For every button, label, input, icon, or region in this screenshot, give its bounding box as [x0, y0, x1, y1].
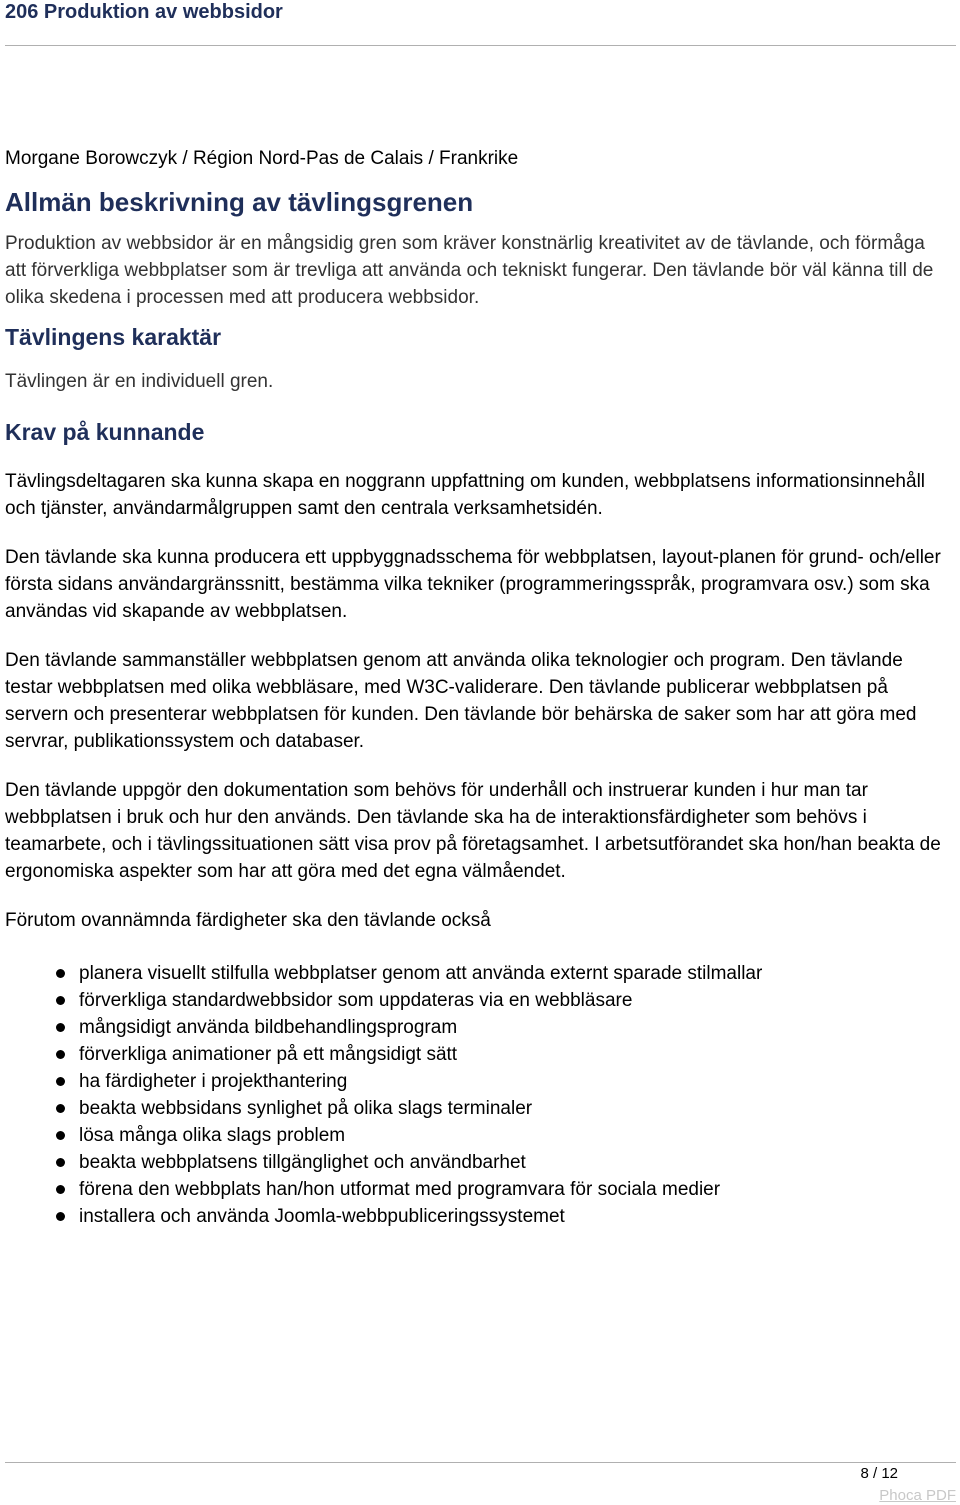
skills-paragraph: Den tävlande ska kunna producera ett uppbyggnadsschema för webbplatsen, layout-planen för grund- och/eller första sidans användargränssnitt, bestämma vilka tekniker (programmeringsspråk, programvara osv.) som ska användas vid skapande av webbplatsen.: [5, 547, 941, 622]
list-item-text: installera och använda Joomla-webbpubliceringssystemet: [79, 1206, 565, 1227]
bullet-icon: [56, 1050, 65, 1059]
document-header-title: 206 Produktion av webbsidor: [5, 1, 283, 23]
bullet-icon: [56, 1158, 65, 1167]
header-divider: [5, 45, 956, 46]
page-number: 8 / 12: [860, 1465, 898, 1482]
bullet-icon: [56, 1185, 65, 1194]
skills-paragraph: Den tävlande sammanställer webbplatsen genom att använda olika teknologier och program. Den tävlande testar webbplatsen med olika webbläsare, med W3C-validerare. Den tävlande publicerar webbplatsen på servern och presenterar webbplatsen för kunden. Den tävlande bör behärska de saker som har att göra med servrar, publikationssystem och databaser.: [5, 650, 917, 752]
skills-list-intro: Förutom ovannämnda färdigheter ska den tävlande också: [5, 910, 491, 931]
list-item-text: planera visuellt stilfulla webbplatser genom att använda externt sparade stilmallar: [79, 963, 763, 984]
list-item-text: beakta webbplatsens tillgänglighet och användbarhet: [79, 1152, 526, 1173]
list-item-text: mångsidigt använda bildbehandlingsprogram: [79, 1017, 458, 1038]
bullet-icon: [56, 1023, 65, 1032]
bullet-icon: [56, 1104, 65, 1113]
article-content: [5, 145, 950, 1230]
competition-character-text: Tävlingen är en individuell gren.: [5, 371, 274, 392]
list-item: [5, 1095, 950, 1122]
list-item-text: förverkliga animationer på ett mångsidigt sätt: [79, 1044, 458, 1065]
list-item: [5, 1149, 950, 1176]
list-item-text: lösa många olika slags problem: [79, 1125, 346, 1146]
list-item: [5, 987, 950, 1014]
list-item: [5, 1068, 950, 1095]
list-item: [5, 1176, 950, 1203]
list-item: [5, 960, 950, 987]
list-item-text: förverkliga standardwebbsidor som uppdateras via en webbläsare: [79, 990, 633, 1011]
skills-bullet-list: [5, 960, 950, 1230]
bullet-icon: [56, 996, 65, 1005]
bullet-icon: [56, 1077, 65, 1086]
phoca-pdf-link[interactable]: Phoca PDF: [879, 1487, 956, 1504]
footer-divider: [5, 1462, 956, 1463]
bullet-icon: [56, 1131, 65, 1140]
list-item: [5, 1203, 950, 1230]
list-item-text: förena den webbplats han/hon utformat med programvara för sociala medier: [79, 1179, 721, 1200]
list-item: [5, 1014, 950, 1041]
general-description-text: Produktion av webbsidor är en mångsidig gren som kräver konstnärlig kreativitet av de tävlande, och förmåga att förverkliga webbplatser som är trevliga att använda och tekniskt fungerar. Den tävlande bör väl känna till de olika skedena i processen med att producera webbsidor.: [5, 233, 934, 308]
skills-paragraph: Den tävlande uppgör den dokumentation som behövs för underhåll och instruerar kunden i hur man tar webbplatsen i bruk och hur den används. Den tävlande ska ha de interaktionsfärdigheter som behövs i teamarbete, och i tävlingssituationen sätt visa prov på företagsamhet. I arbetsutförandet ska hon/han beakta de ergonomiska aspekter som har att göra med det egna välmåendet.: [5, 780, 941, 882]
list-item: [5, 1122, 950, 1149]
list-item: [5, 1041, 950, 1068]
heading-general-description: Allmän beskrivning av tävlingsgrenen: [5, 187, 474, 217]
author-line: Morgane Borowczyk / Région Nord-Pas de Calais / Frankrike: [5, 148, 519, 169]
bullet-icon: [56, 1212, 65, 1221]
list-item-text: beakta webbsidans synlighet på olika slags terminaler: [79, 1098, 533, 1119]
list-item-text: ha färdigheter i projekthantering: [79, 1071, 348, 1092]
skills-paragraph: Tävlingsdeltagaren ska kunna skapa en noggrann uppfattning om kunden, webbplatsens informationsinnehåll och tjänster, användarmålgruppen samt den centrala verksamhetsidén.: [5, 471, 926, 519]
bullet-icon: [56, 969, 65, 978]
heading-competition-character: Tävlingens karaktär: [5, 324, 222, 350]
heading-skill-requirements: Krav på kunnande: [5, 419, 205, 445]
